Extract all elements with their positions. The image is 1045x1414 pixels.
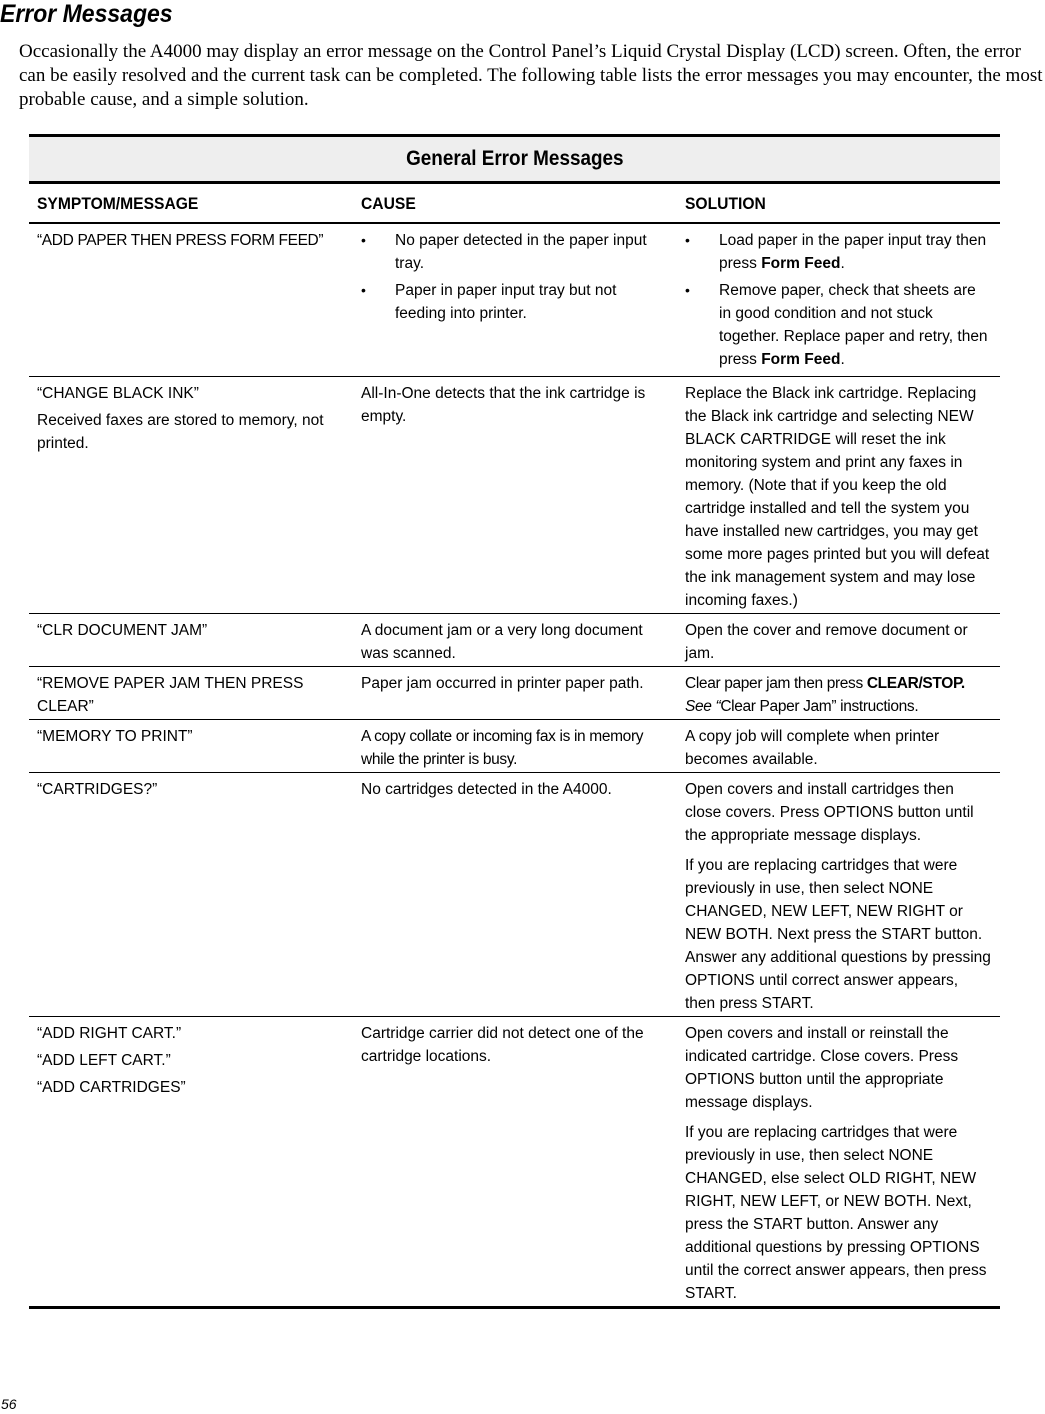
bullet-icon: • — [361, 282, 366, 298]
solution-bullet-suffix: . — [840, 255, 845, 272]
column-header-cause-text: CAUSE — [361, 194, 416, 213]
solution-bullet-suffix: . — [840, 351, 845, 368]
cause-bullet-list — [361, 229, 669, 325]
solution-text: If you are replacing cartridges that were previously in use, then select NONE CHANGED, NEW LEFT, NEW RIGHT or NEW BOTH. Next press the START button. Answer any additional questions by pressing OPTIONS until correct answer appears, then press START. — [685, 857, 991, 1012]
solution-text: Open the cover and remove document or jam. — [685, 622, 968, 662]
bullet-icon: • — [685, 282, 690, 298]
cause-cell — [353, 720, 677, 773]
table-title — [29, 136, 1000, 183]
symptom-cell — [29, 720, 353, 773]
error-messages-table — [29, 134, 1000, 1309]
cause-bullet-text: Paper in paper input tray but not feeding into printer. — [395, 282, 617, 322]
solution-cell — [677, 377, 1000, 614]
table-row — [29, 667, 1000, 720]
solution-cell — [677, 667, 1000, 720]
list-item — [361, 279, 669, 325]
table-title-text: General Error Messages — [405, 147, 624, 170]
symptom-cell — [29, 773, 353, 1017]
solution-bullet-list — [685, 229, 992, 371]
symptom-line: “ADD CARTRIDGES” — [37, 1079, 186, 1096]
solution-text — [685, 672, 992, 718]
list-item — [685, 279, 992, 371]
table-row — [29, 773, 1000, 1017]
solution-cell — [677, 223, 1000, 377]
list-item — [361, 229, 669, 275]
table-row — [29, 223, 1000, 377]
table-row — [29, 614, 1000, 667]
solution-text: A copy job will complete when printer becomes available. — [685, 728, 940, 768]
solution-cell — [677, 614, 1000, 667]
symptom-cell — [29, 377, 353, 614]
cause-cell — [353, 1017, 677, 1308]
cause-cell — [353, 614, 677, 667]
cause-cell — [353, 667, 677, 720]
symptom-line: “CHANGE BLACK INK” — [37, 385, 199, 402]
symptom-cell — [29, 667, 353, 720]
error-messages-table-wrapper — [29, 134, 1000, 1309]
symptom-line: “REMOVE PAPER JAM THEN PRESS CLEAR” — [37, 675, 304, 715]
clear-stop-key-label: CLEAR/STOP. — [866, 675, 965, 692]
clear-paper-jam-reference: Clear Paper Jam” instructions. — [720, 698, 919, 715]
symptom-line: “ADD PAPER THEN PRESS FORM FEED” — [37, 232, 324, 249]
solution-text: Open covers and install cartridges then close covers. Press OPTIONS button until the appropriate message displays. — [685, 781, 974, 844]
bullet-icon: • — [685, 232, 690, 248]
solution-text-prefix: Clear paper jam then press — [685, 675, 867, 692]
symptom-line: “MEMORY TO PRINT” — [37, 728, 193, 745]
symptom-cell — [29, 1017, 353, 1308]
column-header-symptom — [29, 183, 353, 224]
cause-text: Paper jam occurred in printer paper path. — [361, 675, 644, 692]
list-item — [685, 229, 992, 275]
bullet-icon: • — [361, 232, 366, 248]
cause-cell — [353, 223, 677, 377]
solution-text: If you are replacing cartridges that were previously in use, then select NONE CHANGED, else select OLD RIGHT, NEW RIGHT, NEW LEFT, or NEW BOTH. Next, press the START button. Answer any additional questions by pressing OPTIONS until the correct answer appears, then press START. — [685, 1124, 987, 1302]
column-header-solution-text: SOLUTION — [685, 194, 766, 213]
cause-cell — [353, 773, 677, 1017]
column-header-cause — [353, 183, 677, 224]
symptom-line: “CARTRIDGES?” — [37, 781, 158, 798]
form-feed-key-label: Form Feed — [761, 351, 841, 368]
solution-cell — [677, 1017, 1000, 1308]
see-reference: See “ — [685, 698, 721, 715]
page-title: Error Messages — [0, 0, 173, 28]
symptom-line: “ADD RIGHT CART.” — [37, 1025, 182, 1042]
table-row — [29, 1017, 1000, 1308]
cause-text: All-In-One detects that the ink cartridge is empty. — [361, 385, 646, 425]
cause-text: No cartridges detected in the A4000. — [361, 781, 612, 798]
solution-text: Replace the Black ink cartridge. Replacing the Black ink cartridge and selecting NEW BLACK CARTRIDGE will reset the ink monitoring system and print any faxes in memory. (Note that if you keep the old cartridge installed and tell the system you have installed new cartridges, you may get some more pages printed but you will defeat the ink management system and may lose incoming faxes.) — [685, 385, 990, 609]
intro-paragraph: Occasionally the A4000 may display an error message on the Control Panel’s Liquid Crystal Display (LCD) screen. Often, the error can be easily resolved and the current task can be completed. The following table lists the error messages you may encounter, the most probable cause, and a simple solution. — [19, 41, 1043, 110]
page-number: 56 — [1, 1396, 17, 1412]
cause-cell — [353, 377, 677, 614]
symptom-cell — [29, 614, 353, 667]
solution-bullet-text: Load paper in the paper input tray then press — [719, 232, 987, 272]
cause-bullet-text: No paper detected in the paper input tray. — [395, 232, 647, 272]
column-header-symptom-text: SYMPTOM/MESSAGE — [37, 194, 199, 213]
symptom-line: “CLR DOCUMENT JAM” — [37, 622, 208, 639]
solution-text: Open covers and install or reinstall the indicated cartridge. Close covers. Press OPTIONS button until the appropriate message displays. — [685, 1025, 959, 1111]
cause-text: A document jam or a very long document was scanned. — [361, 622, 643, 662]
solution-cell — [677, 773, 1000, 1017]
cause-text: A copy collate or incoming fax is in memory while the printer is busy. — [361, 728, 644, 768]
symptom-cell — [29, 223, 353, 377]
table-row — [29, 377, 1000, 614]
cause-text: Cartridge carrier did not detect one of the cartridge locations. — [361, 1025, 644, 1065]
solution-cell — [677, 720, 1000, 773]
symptom-note: Received faxes are stored to memory, not printed. — [37, 412, 324, 452]
solution-bullet-text: Remove paper, check that sheets are in good condition and not stuck together. Replace paper and retry, then press — [719, 282, 988, 368]
symptom-line: “ADD LEFT CART.” — [37, 1052, 171, 1069]
column-header-solution — [677, 183, 1000, 224]
form-feed-key-label: Form Feed — [761, 255, 841, 272]
table-row — [29, 720, 1000, 773]
